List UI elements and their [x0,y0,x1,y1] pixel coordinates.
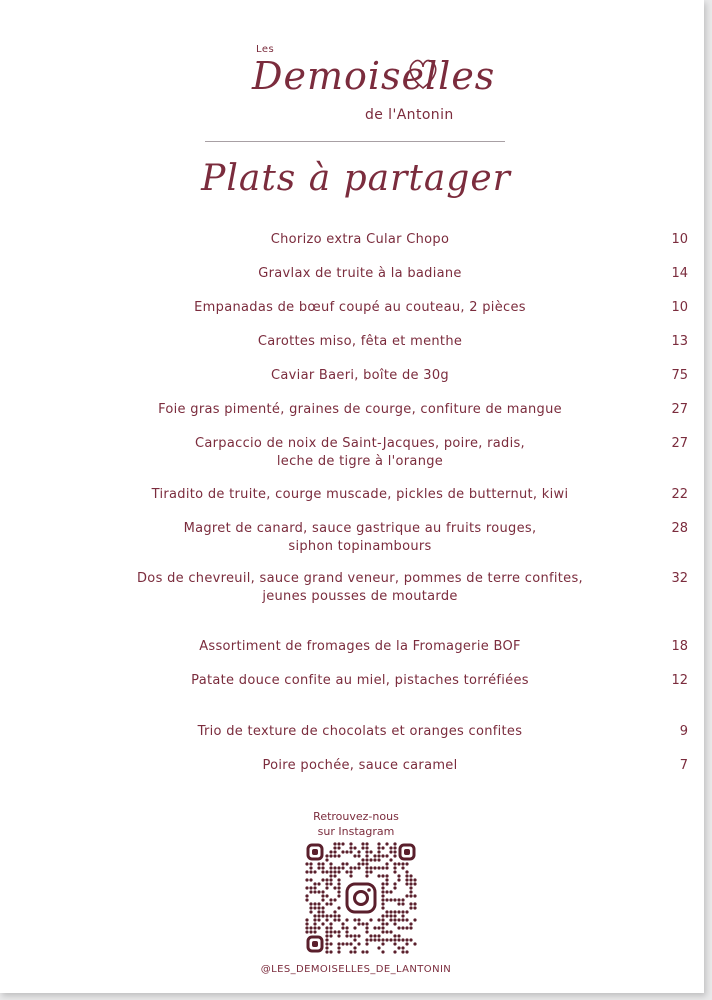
menu-item-price: 18 [671,639,688,654]
menu-item-name: Tiradito de truite, courge muscade, pickles de butternut, kiwi [151,487,569,502]
menu-item-price: 7 [679,758,688,773]
menu-item-name: Caviar Baeri, boîte de 30g [271,368,449,383]
menu-item-name: Dos de chevreuil, sauce grand veneur, pommes de terre confites, jeunes pousses de moutarde [137,571,583,604]
menu-item-price: 75 [671,368,688,383]
menu-item-name: Gravlax de truite à la badiane [258,266,462,281]
menu-item-name: Carottes miso, fêta et menthe [257,334,463,349]
menu-item-name: Assortiment de fromages de la Fromagerie BOF [199,639,521,654]
menu-item-price: 13 [671,334,688,349]
menu-item-price: 12 [671,673,688,688]
brand-les: Les [256,44,275,55]
instagram-handle[interactable]: @LES_DEMOISELLES_DE_LANTONIN [260,964,452,975]
menu-item-price: 10 [671,232,688,247]
menu-item-name: Poire pochée, sauce caramel [262,758,458,773]
menu-item-name: Patate douce confite au miel, pistaches torréfiées [191,673,529,688]
menu-item-price: 14 [671,266,688,281]
menu-item-name: Foie gras pimenté, graines de courge, confiture de mangue [158,402,562,417]
menu-item-name: Trio de texture de chocolats et oranges confites [197,724,523,739]
menu-item-name: Empanadas de bœuf coupé au couteau, 2 pièces [194,300,526,315]
menu-item-name: Carpaccio de noix de Saint-Jacques, poire, radis, leche de tigre à l'orange [195,436,525,469]
brand-subtitle: de l'Antonin [365,107,454,123]
instagram-callout: Retrouvez-nous sur Instagram [313,810,399,838]
menu-item-name: Chorizo extra Cular Chopo [270,232,450,247]
menu-item-price: 28 [671,521,688,536]
menu-item-price: 27 [671,402,688,417]
section-title: Plats à partager [201,158,511,199]
brand-name: Demoiselles [252,54,496,98]
menu-item-price: 22 [671,487,688,502]
instagram-qr-icon[interactable] [305,842,417,954]
menu-item-name: Magret de canard, sauce gastrique au fruits rouges, siphon topinambours [183,521,537,554]
menu-item-price: 10 [671,300,688,315]
menu-item-price: 9 [679,724,688,739]
menu-item-price: 32 [671,571,688,586]
menu-item-price: 27 [671,436,688,451]
